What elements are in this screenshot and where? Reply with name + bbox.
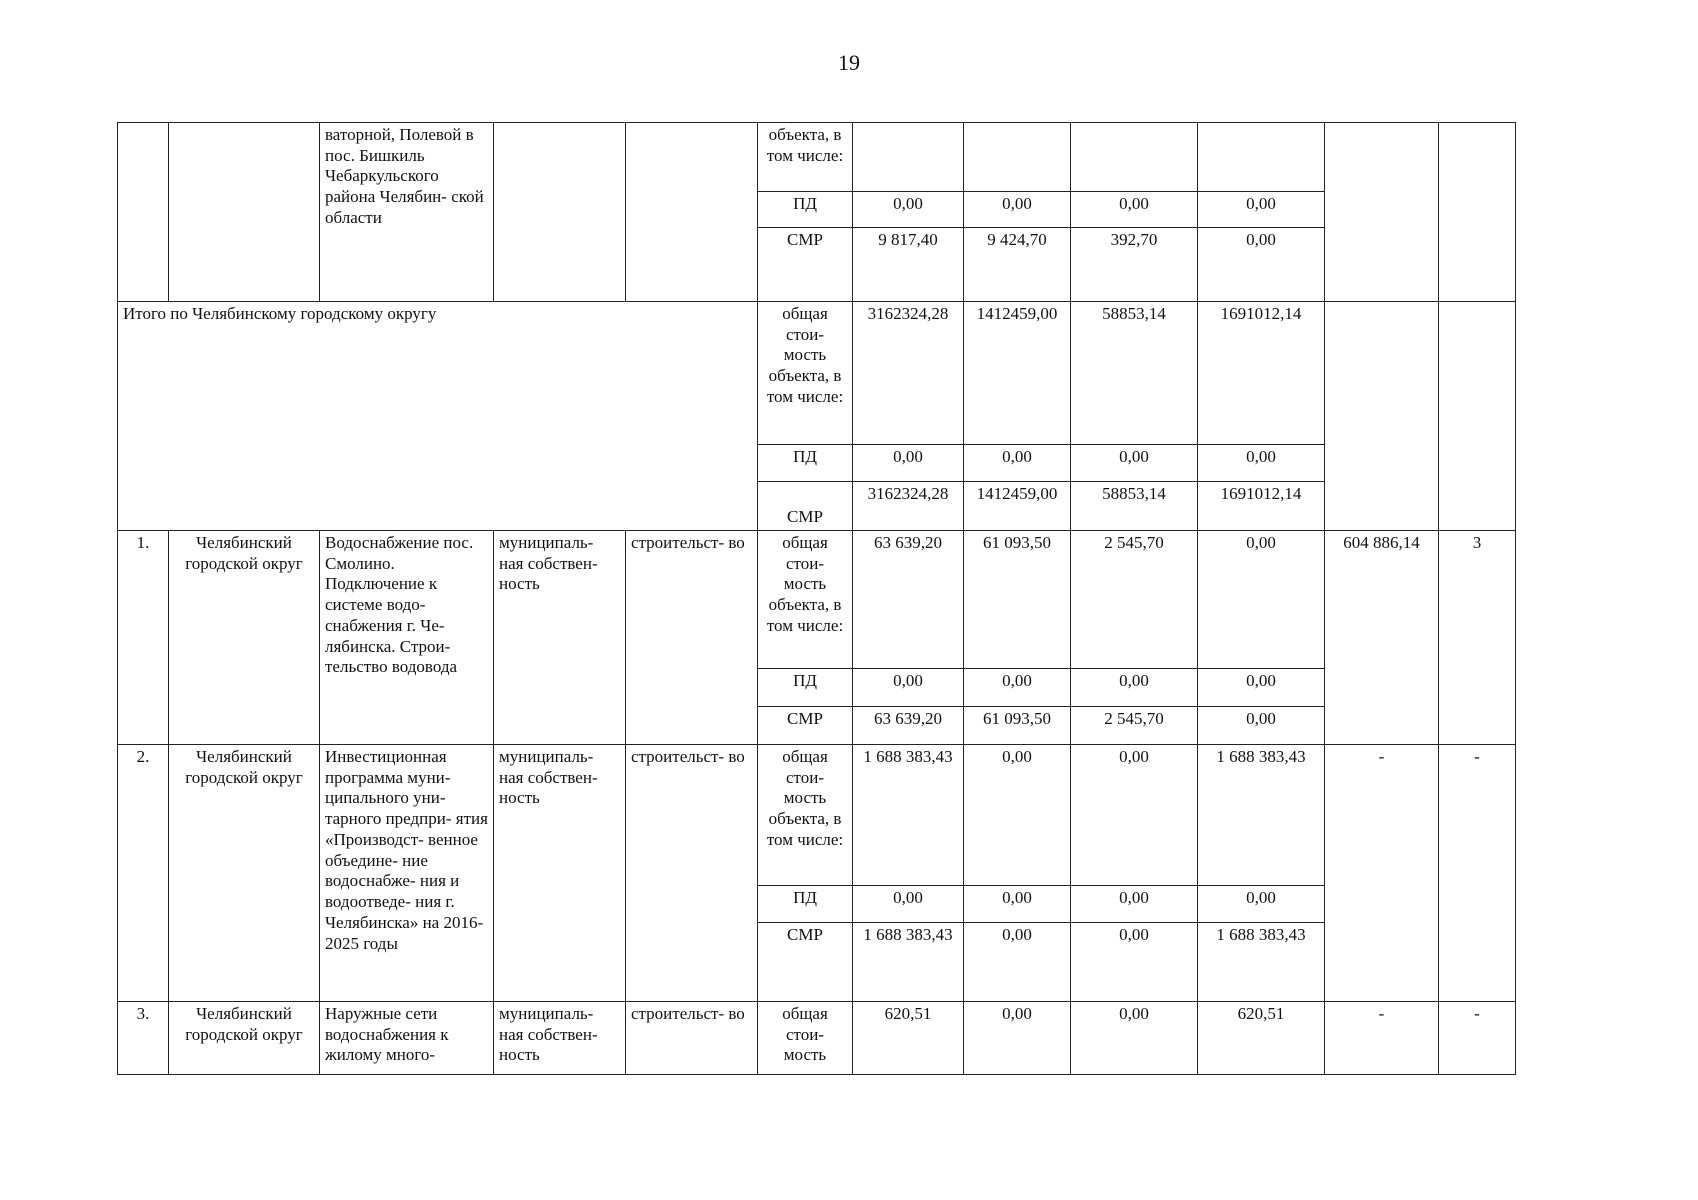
value-cell: 1 688 383,43 bbox=[853, 923, 964, 1002]
value-cell: 1412459,00 bbox=[964, 302, 1071, 445]
municipality-cell: Челябинский городской округ bbox=[169, 745, 320, 1002]
cost-label: общая стои- мость объекта, в том числе: bbox=[758, 531, 853, 669]
work-type-cell: строительст- во bbox=[626, 1002, 758, 1075]
value-cell: 0,00 bbox=[1071, 886, 1198, 923]
cont-ownership-cell bbox=[494, 123, 626, 302]
value-cell: 0,00 bbox=[1198, 886, 1325, 923]
value-cell: 61 093,50 bbox=[964, 707, 1071, 745]
value-cell: 1 688 383,43 bbox=[1198, 923, 1325, 1002]
row-index: 2. bbox=[118, 745, 169, 1002]
table-row bbox=[118, 745, 1516, 886]
value-cell: 0,00 bbox=[964, 923, 1071, 1002]
total-value-cell: 604 886,14 bbox=[1325, 531, 1439, 745]
value-cell: 1 688 383,43 bbox=[1198, 745, 1325, 886]
total-cost-row bbox=[118, 302, 1516, 445]
value-cell: 0,00 bbox=[1198, 707, 1325, 745]
value-cell: 0,00 bbox=[1198, 445, 1325, 482]
value-cell: 0,00 bbox=[853, 886, 964, 923]
value-cell: 1691012,14 bbox=[1198, 302, 1325, 445]
value-cell: 9 424,70 bbox=[964, 228, 1071, 302]
value-cell: 3162324,28 bbox=[853, 482, 964, 531]
ownership-cell: муниципаль- ная собствен- ность bbox=[494, 745, 626, 1002]
value-cell: 2 545,70 bbox=[1071, 531, 1198, 669]
value-cell: 0,00 bbox=[1071, 923, 1198, 1002]
page-number: 19 bbox=[838, 50, 860, 75]
value-cell: 63 639,20 bbox=[853, 531, 964, 669]
count-cell: - bbox=[1439, 745, 1516, 1002]
value-cell: 0,00 bbox=[964, 745, 1071, 886]
value-cell: 0,00 bbox=[1071, 745, 1198, 886]
smr-label: СМР bbox=[758, 707, 853, 745]
value-cell: 0,00 bbox=[1071, 669, 1198, 707]
object-cell: Инвестиционная программа муни- ципального уни- тарного предпри- ятия «Производст- венное объедине- ние водоснабже- ния и водоотведе- ния г. Челябинска» на 2016-2025 годы bbox=[320, 745, 494, 1002]
value-cell: 0,00 bbox=[853, 192, 964, 228]
municipality-cell: Челябинский городской округ bbox=[169, 531, 320, 745]
value-cell: 1 688 383,43 bbox=[853, 745, 964, 886]
cont-object-cell: ваторной, Полевой в пос. Бишкиль Чебаркульского района Челябин- ской области bbox=[320, 123, 494, 302]
row-index: 3. bbox=[118, 1002, 169, 1075]
total-cost-label: общая стои- мость объекта, в том числе: bbox=[758, 302, 853, 445]
value-cell: 0,00 bbox=[1198, 228, 1325, 302]
pd-label: ПД bbox=[758, 445, 853, 482]
municipality-cell: Челябинский городской округ bbox=[169, 1002, 320, 1075]
value-cell: 0,00 bbox=[1071, 192, 1198, 228]
cont-worktype-cell bbox=[626, 123, 758, 302]
value-cell: 9 817,40 bbox=[853, 228, 964, 302]
cost-label: общая стои- мость объекта, в том числе: bbox=[758, 745, 853, 886]
pd-label: ПД bbox=[758, 886, 853, 923]
value-cell: 63 639,20 bbox=[853, 707, 964, 745]
value-cell: 0,00 bbox=[853, 445, 964, 482]
value-cell: 0,00 bbox=[1071, 1002, 1198, 1075]
value-cell: 0,00 bbox=[1198, 531, 1325, 669]
cont-idx-cell bbox=[118, 123, 169, 302]
value-cell: 1412459,00 bbox=[964, 482, 1071, 531]
total-value-cell: - bbox=[1325, 745, 1439, 1002]
value-cell: 620,51 bbox=[1198, 1002, 1325, 1075]
value-cell: 1691012,14 bbox=[1198, 482, 1325, 531]
value-cell: 392,70 bbox=[1071, 228, 1198, 302]
value-cell: 3162324,28 bbox=[853, 302, 964, 445]
ownership-cell: муниципаль- ная собствен- ность bbox=[494, 531, 626, 745]
value-cell: 0,00 bbox=[964, 669, 1071, 707]
value-cell: 61 093,50 bbox=[964, 531, 1071, 669]
value-cell: 58853,14 bbox=[1071, 482, 1198, 531]
investment-table bbox=[117, 122, 1516, 1075]
value-cell: 0,00 bbox=[853, 669, 964, 707]
cont-municipality-cell bbox=[169, 123, 320, 302]
cont-cost-label: объекта, в том числе: bbox=[758, 123, 853, 192]
work-type-cell: строительст- во bbox=[626, 531, 758, 745]
pd-label: ПД bbox=[758, 192, 853, 228]
cost-label: общая стои- мость bbox=[758, 1002, 853, 1075]
value-cell: 0,00 bbox=[964, 445, 1071, 482]
total-value-cell: - bbox=[1325, 1002, 1439, 1075]
count-cell: 3 bbox=[1439, 531, 1516, 745]
value-cell: 0,00 bbox=[964, 886, 1071, 923]
row-index: 1. bbox=[118, 531, 169, 745]
value-cell: 0,00 bbox=[1198, 192, 1325, 228]
object-cell: Наружные сети водоснабжения к жилому много- bbox=[320, 1002, 494, 1075]
continuation-row bbox=[118, 123, 1516, 192]
pd-label: ПД bbox=[758, 669, 853, 707]
value-cell: 0,00 bbox=[964, 192, 1071, 228]
smr-label: СМР bbox=[758, 923, 853, 1002]
value-cell: 2 545,70 bbox=[1071, 707, 1198, 745]
ownership-cell: муниципаль- ная собствен- ность bbox=[494, 1002, 626, 1075]
table-row bbox=[118, 531, 1516, 669]
count-cell: - bbox=[1439, 1002, 1516, 1075]
value-cell: 620,51 bbox=[853, 1002, 964, 1075]
smr-label: СМР bbox=[758, 228, 853, 302]
object-cell: Водоснабжение пос. Смолино. Подключение к системе водо- снабжения г. Че- лябинска. Строи- тельство водовода bbox=[320, 531, 494, 745]
value-cell: 58853,14 bbox=[1071, 302, 1198, 445]
value-cell: 0,00 bbox=[964, 1002, 1071, 1075]
work-type-cell: строительст- во bbox=[626, 745, 758, 1002]
value-cell: 0,00 bbox=[1071, 445, 1198, 482]
value-cell: 0,00 bbox=[1198, 669, 1325, 707]
smr-label: СМР bbox=[758, 482, 853, 531]
table-row bbox=[118, 1002, 1516, 1075]
total-label: Итого по Челябинскому городскому округу bbox=[118, 302, 758, 531]
